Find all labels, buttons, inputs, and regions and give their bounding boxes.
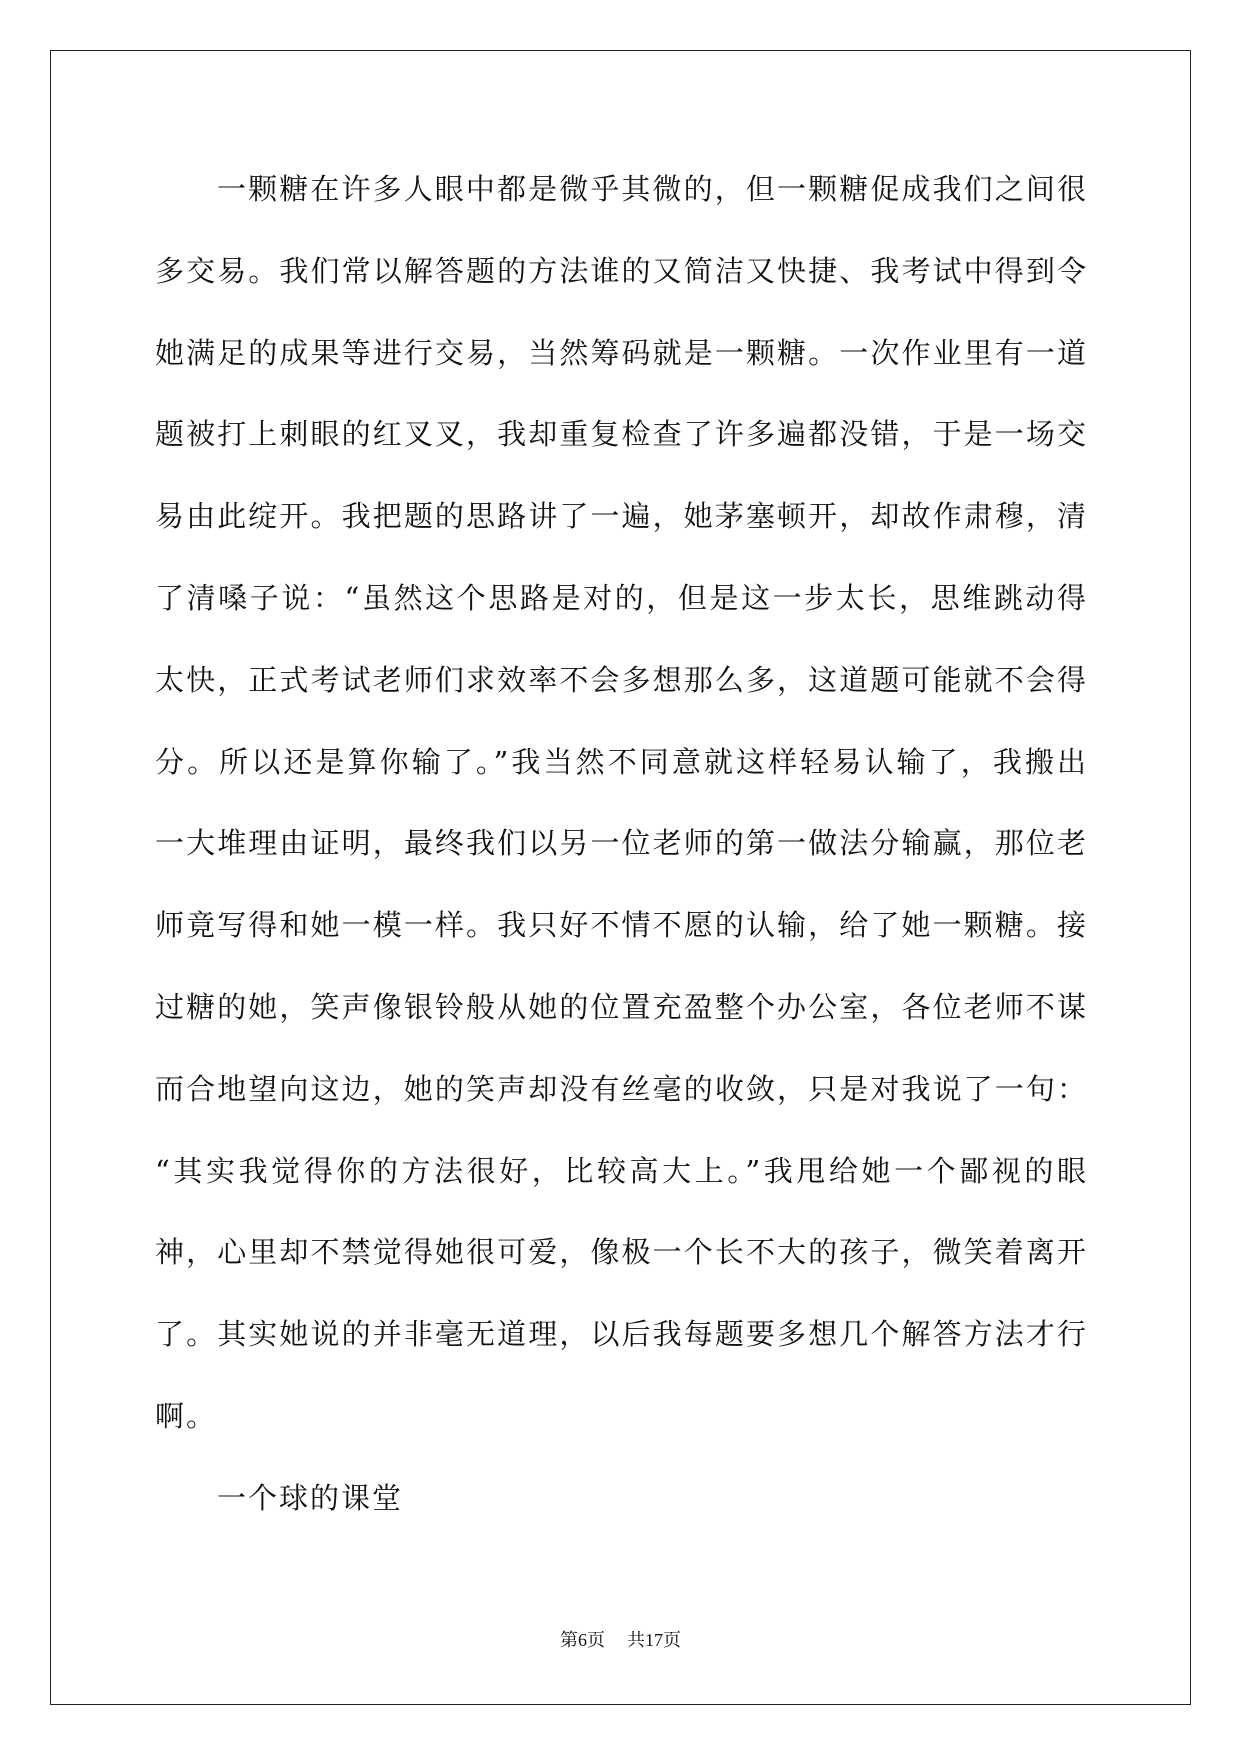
text-line: 了清嗓子说：“虽然这个思路是对的，但是这一步太长，思维跳动得 bbox=[155, 580, 1088, 615]
text-line: 师竟写得和她一模一样。我只好不情不愿的认输，给了她一颗糖。接 bbox=[155, 908, 1088, 943]
text-line: 一颗糖在许多人眼中都是微乎其微的，但一颗糖促成我们之间很 bbox=[217, 172, 1088, 206]
text-line: 一大堆理由证明，最终我们以另一位老师的第一做法分输赢，那位老 bbox=[155, 826, 1088, 861]
text-line: 多交易。我们常以解答题的方法谁的又简洁又快捷、我考试中得到令 bbox=[155, 253, 1088, 288]
text-line: 神，心里却不禁觉得她很可爱，像极一个长不大的孩子，微笑着离开 bbox=[155, 1235, 1088, 1270]
text-line: 啊。 bbox=[155, 1398, 218, 1433]
text-line: 她满足的成果等进行交易，当然筹码就是一颗糖。一次作业里有一道 bbox=[155, 335, 1088, 370]
paragraph bbox=[155, 149, 1088, 1458]
text-line: 而合地望向这边，她的笑声却没有丝毫的收敛，只是对我说了一句： bbox=[155, 1071, 1088, 1106]
text-line: 分。所以还是算你输了。”我当然不同意就这样轻易认输了，我搬出 bbox=[155, 744, 1088, 779]
document-body bbox=[155, 149, 1088, 1540]
text-line: 易由此绽开。我把题的思路讲了一遍，她茅塞顿开，却故作肃穆，清 bbox=[155, 499, 1088, 534]
text-line: 题被打上刺眼的红叉叉，我却重复检查了许多遍都没错，于是一场交 bbox=[155, 417, 1088, 452]
page-footer bbox=[0, 1628, 1241, 1652]
paragraph-list bbox=[155, 149, 1088, 1458]
section-heading: 一个球的课堂 bbox=[217, 1480, 404, 1515]
text-line: “其实我觉得你的方法很好，比较高大上。”我甩给她一个鄙视的眼 bbox=[155, 1153, 1088, 1188]
text-line: 过糖的她，笑声像银铃般从她的位置充盈整个办公室，各位老师不谋 bbox=[155, 989, 1088, 1024]
text-line: 了。其实她说的并非毫无道理，以后我每题要多想几个解答方法才行 bbox=[155, 1317, 1088, 1352]
page-total: 共17页 bbox=[627, 1630, 681, 1650]
text-line: 太快，正式考试老师们求效率不会多想那么多，这道题可能就不会得 bbox=[155, 662, 1088, 697]
page-number: 第6页 bbox=[560, 1630, 605, 1650]
